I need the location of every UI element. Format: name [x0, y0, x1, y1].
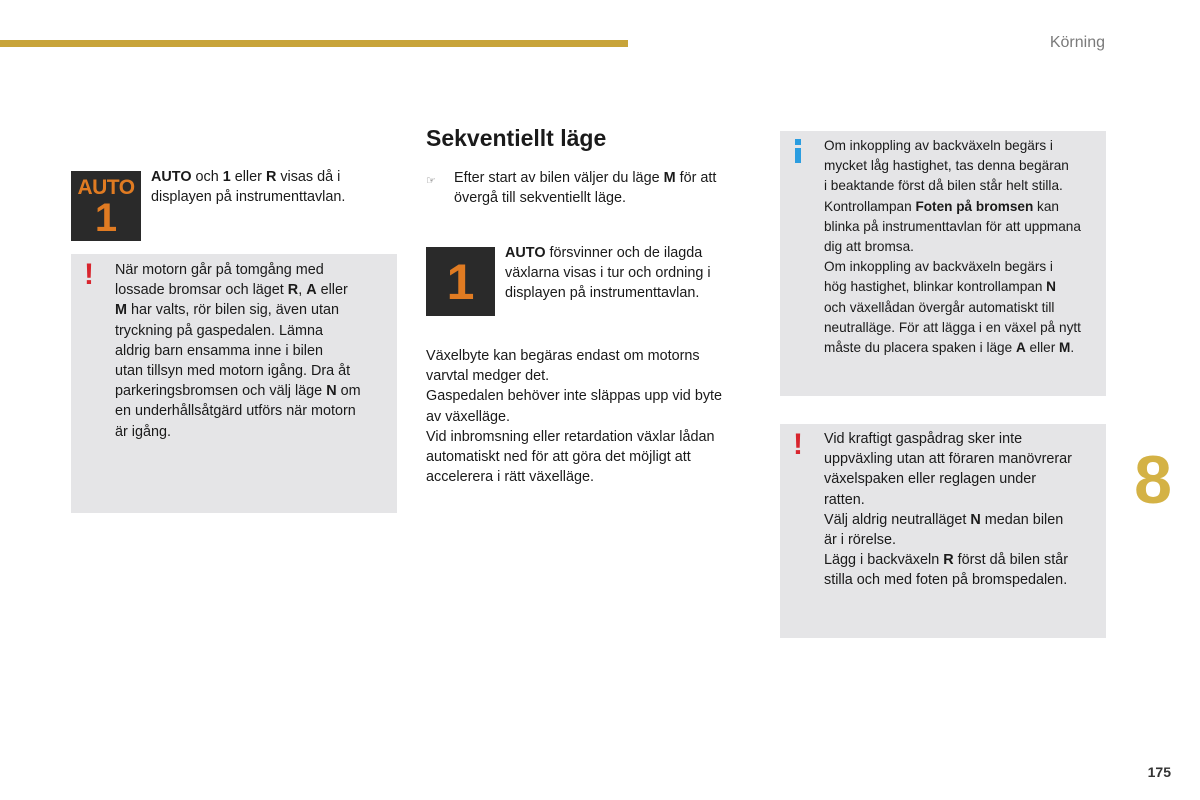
- text-line: [115, 260, 385, 280]
- bold-term: A: [1015, 340, 1026, 356]
- text-line: Vid inbromsning eller retardation växlar lådan: [426, 428, 715, 445]
- text-run: När motorn går på tomgång med: [115, 262, 324, 278]
- bold-term: Foten på bromsen: [915, 198, 1034, 214]
- warning-text-left: [115, 260, 385, 442]
- text-run: displayen på instrumenttavlan.: [505, 285, 700, 302]
- section-heading: Sekventiellt läge: [426, 125, 607, 151]
- text-line: varvtal medger det.: [426, 368, 550, 385]
- text-line: [824, 429, 1100, 449]
- text-run: först då bilen står: [953, 552, 1068, 569]
- bold-term: A: [306, 282, 317, 299]
- bold-term: M: [663, 170, 676, 186]
- text-run: ,: [298, 282, 307, 299]
- text-run: visas då i displayen på instrumenttavlan.: [151, 169, 346, 206]
- bold-term: AUTO: [151, 169, 192, 185]
- text-line: [505, 283, 745, 303]
- text-line: [115, 321, 385, 341]
- text-run: lossade bromsar och läget: [115, 282, 288, 299]
- text-line: [115, 381, 385, 401]
- section-title: Körning: [1049, 34, 1105, 51]
- display-gear-number: 1: [446, 253, 475, 310]
- text-line: [115, 280, 385, 300]
- text-line: [824, 156, 1100, 176]
- bold-term: N: [1046, 279, 1056, 295]
- gear-change-paragraph: [426, 346, 756, 487]
- bold-term: M: [1059, 340, 1071, 356]
- text-line: [824, 277, 1100, 297]
- text-line: [115, 422, 385, 442]
- text-run: måste du placera spaken i läge: [824, 340, 1016, 356]
- text-line: [824, 176, 1100, 196]
- text-run: .: [1070, 340, 1075, 356]
- text-run: blinka på instrumenttavlan för att uppmana: [824, 218, 1081, 234]
- page-number: 175: [1147, 764, 1171, 780]
- instruction-bullet: [426, 168, 756, 208]
- text-line: [824, 298, 1100, 318]
- text-run: och växellådan övergår automatiskt till: [824, 299, 1055, 315]
- text-run: ratten.: [824, 491, 865, 508]
- text-run: Välj aldrig neutralläget: [824, 511, 971, 528]
- text-run: har valts, rör bilen sig, även utan: [127, 302, 339, 319]
- text-run: om: [336, 383, 361, 400]
- text-run: är igång.: [115, 423, 172, 440]
- text-run: eller: [230, 169, 266, 185]
- text-run: utan tillsyn med motorn igång. Dra åt: [115, 363, 351, 380]
- text-line: accelerera i rätt växelläge.: [426, 469, 594, 486]
- text-line: Växelbyte kan begäras endast om motorns: [426, 348, 700, 364]
- text-run: hög hastighet, blinkar kontrollampan: [824, 279, 1047, 295]
- text-line: [824, 197, 1100, 217]
- text-run: Om inkoppling av backväxeln begärs i: [824, 138, 1053, 153]
- text-run: mycket låg hastighet, tas denna begäran: [824, 158, 1069, 174]
- text-run: Efter start av bilen väljer du läge: [454, 170, 664, 186]
- chapter-number: 8: [1134, 442, 1172, 518]
- bold-term: N: [970, 511, 981, 528]
- text-run: neutralläge. För att lägga i en växel på nytt: [824, 319, 1081, 335]
- text-line: [454, 168, 756, 188]
- text-line: [824, 338, 1100, 358]
- text-run: Vid kraftigt gaspådrag sker inte: [824, 431, 1023, 447]
- text-line: [824, 237, 1100, 257]
- warning-icon: !: [84, 258, 94, 291]
- info-icon: [793, 139, 803, 163]
- text-run: Kontrollampan: [824, 198, 916, 214]
- text-run: kan: [1033, 198, 1059, 214]
- text-run: tryckning på gaspedalen. Lämna: [115, 322, 324, 339]
- info-text: [824, 136, 1100, 358]
- text-line: [115, 361, 385, 381]
- text-line: [505, 243, 745, 263]
- text-run: uppväxling utan att föraren manövrerar: [824, 451, 1072, 468]
- bold-term: R: [943, 552, 954, 569]
- warning-text-right: [824, 429, 1100, 591]
- text-run: Lägg i backväxeln: [824, 552, 944, 569]
- display-gear-number: 1: [94, 195, 118, 240]
- auto-1-display-icon: [71, 171, 141, 241]
- auto-display-caption: [151, 167, 381, 207]
- text-line: [115, 341, 385, 361]
- bold-term: 1: [222, 169, 231, 185]
- text-run: eller: [1025, 340, 1060, 356]
- text-run: dig att bromsa.: [824, 239, 914, 255]
- text-run: stilla och med foten på bromspedalen.: [824, 572, 1068, 589]
- instruction-text: [454, 168, 756, 208]
- text-line: [115, 300, 385, 320]
- text-line: [824, 550, 1100, 570]
- text-line: [824, 469, 1100, 489]
- text-line: [454, 188, 756, 208]
- text-line: [824, 510, 1100, 530]
- text-run: en underhållsåtgärd utförs när motorn: [115, 403, 356, 420]
- display-auto-text: AUTO: [77, 175, 135, 199]
- text-line: [824, 449, 1100, 469]
- text-line: [824, 490, 1100, 510]
- text-line: automatiskt ned för att göra det möjligt att: [426, 449, 691, 466]
- text-run: växelspaken eller reglagen under: [824, 471, 1037, 488]
- text-run: Om inkoppling av backväxeln begärs i: [824, 259, 1053, 275]
- text-line: [824, 570, 1100, 590]
- gear-display-caption: [505, 243, 745, 304]
- text-line: [824, 318, 1100, 338]
- warning-box-left: [71, 254, 397, 513]
- warning-box-right: [780, 424, 1106, 638]
- bold-term: N: [326, 383, 337, 400]
- text-run: och: [191, 169, 223, 185]
- text-line: Gaspedalen behöver inte släppas upp vid byte: [426, 388, 723, 405]
- bold-term: M: [115, 302, 127, 319]
- text-line: [824, 136, 1100, 156]
- text-run: växlarna visas i tur och ordning i: [505, 265, 711, 282]
- text-run: för att: [675, 170, 717, 186]
- text-run: eller: [316, 282, 348, 299]
- gear-1-display-icon: [426, 247, 495, 316]
- info-box: [780, 131, 1106, 396]
- text-run: i beaktande först då bilen står helt stilla.: [824, 178, 1063, 194]
- text-line: av växelläge.: [426, 408, 510, 425]
- text-run: försvinner och de ilagda: [545, 245, 703, 261]
- text-run: övergå till sekventiellt läge.: [454, 190, 626, 207]
- text-line: [824, 217, 1100, 237]
- text-line: [824, 257, 1100, 277]
- text-run: parkeringsbromsen och välj läge: [115, 383, 327, 400]
- text-line: [824, 530, 1100, 550]
- bold-term: R: [265, 169, 277, 185]
- bold-term: AUTO: [505, 245, 546, 261]
- bold-term: R: [287, 282, 299, 299]
- text-run: medan bilen: [980, 511, 1064, 528]
- warning-icon: !: [793, 428, 803, 461]
- text-run: aldrig barn ensamma inne i bilen: [115, 342, 323, 359]
- text-run: är i rörelse.: [824, 532, 896, 549]
- text-line: [115, 401, 385, 421]
- header-accent-bar: [0, 40, 628, 47]
- text-line: [505, 263, 745, 283]
- pointing-hand-icon: ☞: [426, 175, 436, 187]
